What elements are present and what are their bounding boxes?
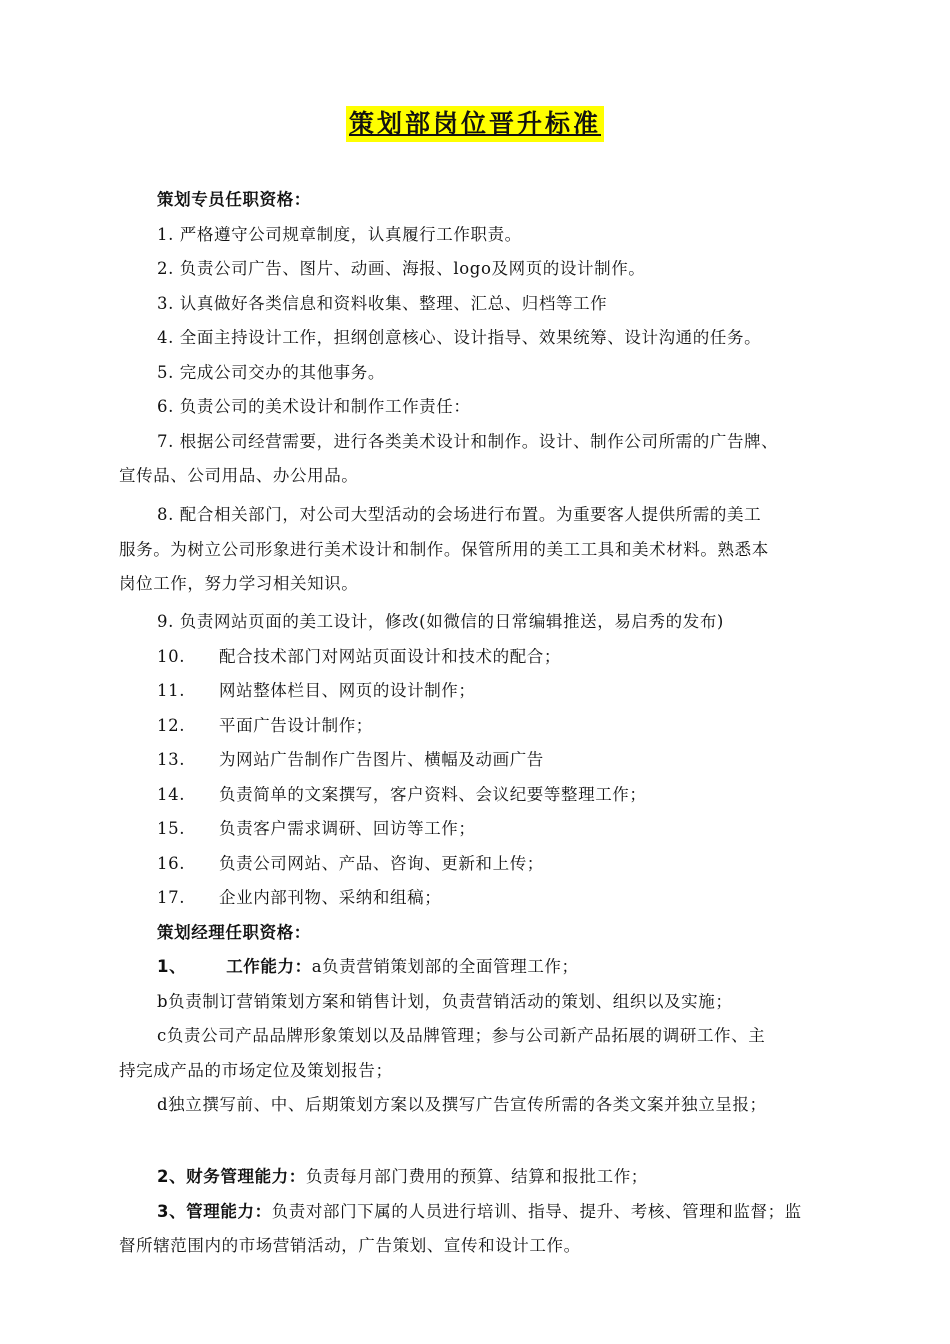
list-item: 5. 完成公司交办的其他事务。 [157,363,385,382]
item-text: 负责简单的文案撰写，客户资料、会议纪要等整理工作； [219,785,647,804]
list-item-9: 9. 负责网站页面的美工设计，修改(如微信的日常编辑推送，易启秀的发布) [157,612,724,631]
list-item: 1. 严格遵守公司规章制度，认真履行工作职责。 [157,225,522,244]
ability-1-d: d独立撰写前、中、后期策划方案以及撰写广告宣传所需的各类文案并独立呈报； [157,1095,767,1114]
list-item: 4. 全面主持设计工作，担纲创意核心、设计指导、效果统筹、设计沟通的任务。 [157,328,762,347]
ability-1-line [157,950,842,985]
list-item [157,881,842,916]
list-item-8-line1: 8. 配合相关部门，对公司大型活动的会场进行布置。为重要客人提供所需的美工 [157,505,762,524]
list-item [157,743,842,778]
section-heading-manager: 策划经理任职资格： [157,923,311,942]
item-number: 14. [157,785,186,804]
ability-2-line [157,1160,842,1195]
list-item: 2. 负责公司广告、图片、动画、海报、logo及网页的设计制作。 [157,259,646,278]
list-item-8-line3: 岗位工作，努力学习相关知识。 [119,574,359,593]
item-text: 网站整体栏目、网页的设计制作； [219,681,476,700]
ability-3-label: 3、管理能力： [157,1202,272,1221]
item-number: 16. [157,854,186,873]
item-number: 11. [157,681,186,700]
list-item: 3. 认真做好各类信息和资料收集、整理、汇总、归档等工作 [157,294,608,313]
ability-2-label: 2、财务管理能力： [157,1167,306,1186]
list-item-7-line1: 7. 根据公司经营需要，进行各类美术设计和制作。设计、制作公司所需的广告牌、 [157,432,779,451]
item-number: 10. [157,647,186,666]
item-text: 平面广告设计制作； [219,716,373,735]
ability-1-b: b负责制订营销策划方案和销售计划，负责营销活动的策划、组织以及实施； [157,992,733,1011]
ability-3-line2: 督所辖范围内的市场营销活动，广告策划、宣传和设计工作。 [119,1236,581,1255]
item-text: 企业内部刊物、采纳和组稿； [219,888,442,907]
item-number: 15. [157,819,186,838]
item-number: 12. [157,716,186,735]
ability-2-text: 负责每月部门费用的预算、结算和报批工作； [305,1167,648,1186]
title-container [0,106,950,142]
ability-1-c-line2: 持完成产品的市场定位及策划报告； [119,1061,393,1080]
ability-3-line1 [157,1195,842,1230]
list-item [157,812,842,847]
ability-3-text-1: 负责对部门下属的人员进行培训、指导、提升、考核、管理和监督；监 [271,1202,802,1221]
list-item: 6. 负责公司的美术设计和制作工作责任： [157,397,471,416]
ability-1-label: 工作能力： [226,957,312,976]
list-item [157,778,842,813]
item-number: 17. [157,888,186,907]
page-title: 策划部岗位晋升标准 [346,106,604,142]
item-text: 负责客户需求调研、回访等工作； [219,819,476,838]
ability-1-c-line1: c负责公司产品品牌形象策划以及品牌管理；参与公司新产品拓展的调研工作、主 [157,1026,766,1045]
list-item [157,640,842,675]
list-item [157,709,842,744]
ability-1-number: 1、 [157,957,187,976]
list-item [157,674,842,709]
item-text: 负责公司网站、产品、咨询、更新和上传； [219,854,544,873]
list-item [157,847,842,882]
list-item-8-line2: 服务。为树立公司形象进行美术设计和制作。保管所用的美工工具和美术材料。熟悉本 [119,540,769,559]
item-text: 为网站广告制作广告图片、横幅及动画广告 [219,750,544,769]
section-heading-specialist: 策划专员任职资格： [157,190,311,209]
ability-1-text: a负责营销策划部的全面管理工作； [311,957,579,976]
list-item-7-line2: 宣传品、公司用品、办公用品。 [119,466,359,485]
item-number: 13. [157,750,186,769]
item-text: 配合技术部门对网站页面设计和技术的配合； [219,647,561,666]
